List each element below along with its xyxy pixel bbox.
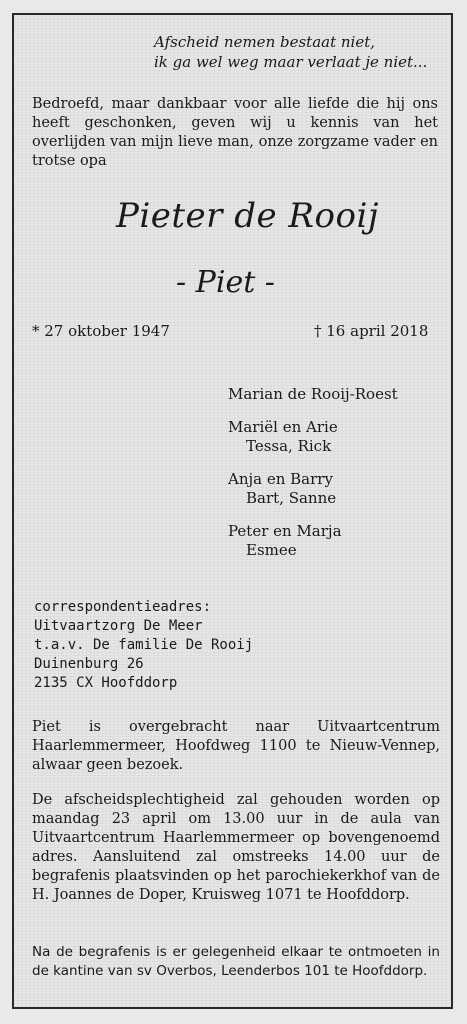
ceremony-paragraph: De afscheidsplechtigheid zal gehouden worden op maandag 23 april om 13.00 uur in de aula van Uitvaartcentrum Haarlemmermeer op bovengenoemd adres. Aansluitend zal omstreeks 14.00 uur de begrafenis plaatsvinden op het parochiekerkhof van de H. Joannes de Doper, Kruisweg 1071 te Hoofddorp. bbox=[32, 792, 440, 903]
family-wife: Marian de Rooij-Roest bbox=[228, 385, 398, 403]
family-kids: Esmee bbox=[246, 541, 297, 559]
address-label: correspondentieadres: bbox=[34, 599, 212, 615]
deceased-nickname: - Piet - bbox=[176, 265, 275, 300]
motto-line-2: ik ga wel weg maar verlaat je niet... bbox=[154, 53, 428, 71]
intro-text: Bedroefd, maar dankbaar voor alle liefde die hij ons heeft geschonken, geven wij u kennis van het overlijden van mijn lieve man, onze zorgzame vader en trotse opa bbox=[32, 96, 438, 169]
birth-date: * 27 oktober 1947 bbox=[32, 322, 170, 340]
family-parents: Peter en Marja bbox=[228, 522, 342, 540]
address-line: 2135 CX Hoofddorp bbox=[34, 675, 178, 691]
family-kids: Bart, Sanne bbox=[246, 489, 337, 507]
family-parents: Anja en Barry bbox=[228, 470, 333, 488]
family-parents: Mariël en Arie bbox=[228, 418, 338, 436]
address-line: Duinenburg 26 bbox=[34, 656, 144, 672]
family-kids: Tessa, Rick bbox=[246, 437, 332, 455]
address-line: t.a.v. De familie De Rooij bbox=[34, 637, 254, 653]
transfer-paragraph: Piet is overgebracht naar Uitvaartcentrum Haarlemmermeer, Hoofdweg 1100 te Nieuw-Vennep, alwaar geen bezoek. bbox=[32, 719, 440, 773]
obituary-notice bbox=[12, 13, 453, 1009]
reception-paragraph: Na de begrafenis is er gelegenheid elkaar te ontmoeten in de kantine van sv Overbos, Leenderbos 101 te Hoofddorp. bbox=[32, 944, 440, 979]
motto-line-1: Afscheid nemen bestaat niet, bbox=[154, 33, 376, 51]
death-date: † 16 april 2018 bbox=[314, 322, 429, 340]
deceased-name: Pieter de Rooij bbox=[116, 196, 379, 236]
address-line: Uitvaartzorg De Meer bbox=[34, 618, 203, 634]
